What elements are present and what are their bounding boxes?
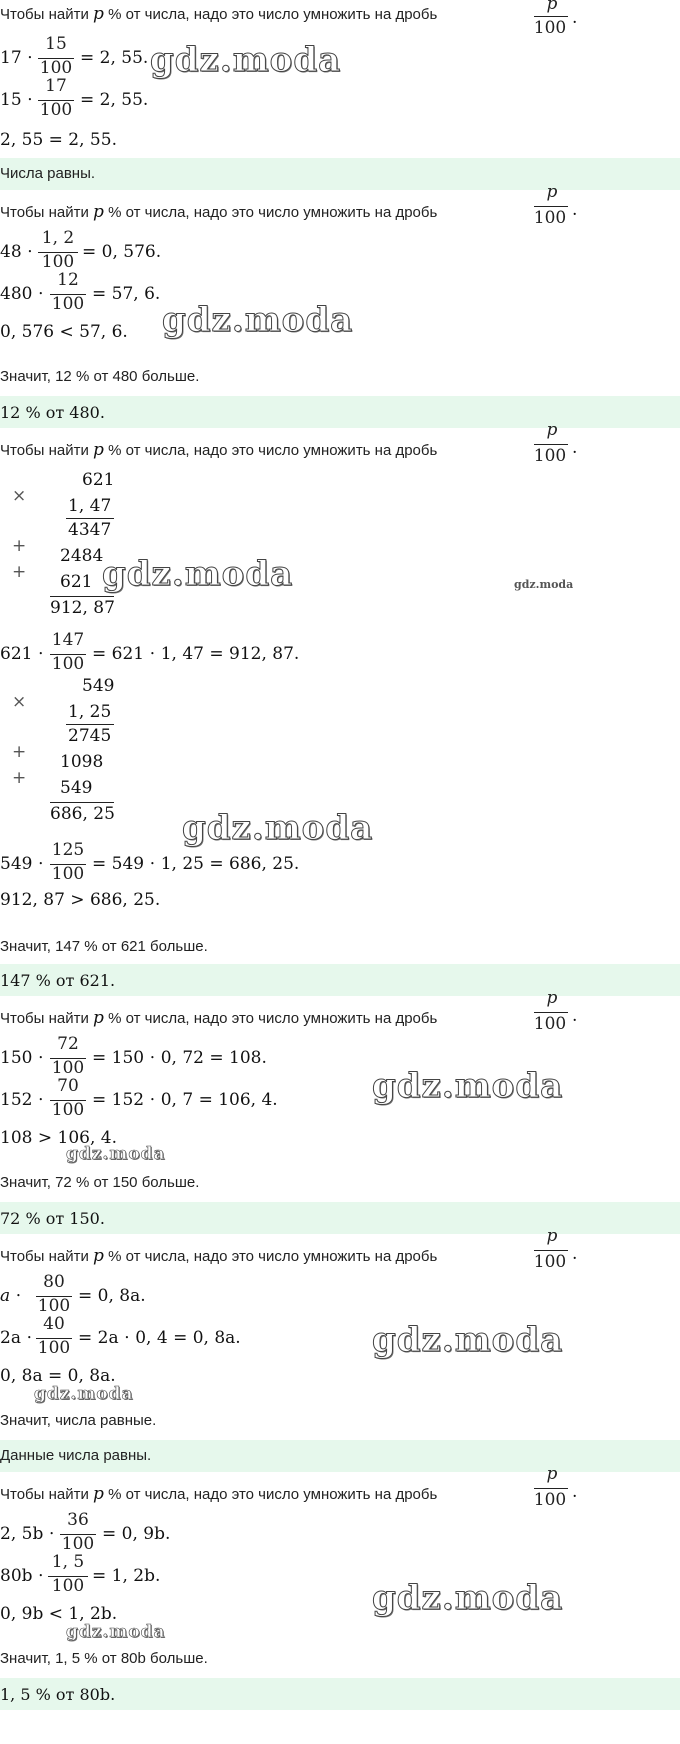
watermark-small: gdz.moda — [66, 1144, 166, 1164]
answer-band: 12 % от 480. — [0, 396, 680, 428]
answer-band: 147 % от 621. — [0, 964, 680, 996]
comparison: 2, 55 = 2, 55. — [0, 130, 117, 150]
rule-text: Чтобы найти p % от числа, надо это число умножить на дробь — [0, 440, 438, 460]
rule-text: Чтобы найти p % от числа, надо это число умножить на дробь — [0, 1484, 438, 1504]
watermark: gdz.moda — [162, 300, 354, 340]
answer-band: 72 % от 150. — [0, 1202, 680, 1234]
answer-band: 1, 5 % от 80b. — [0, 1678, 680, 1710]
rule-text: Чтобы найти p % от числа, надо это число умножить на дробь — [0, 1246, 438, 1266]
conclusion: Значит, 12 % от 480 больше. — [0, 368, 200, 385]
watermark: gdz.moda — [372, 1578, 564, 1618]
watermark-small: gdz.moda — [66, 1622, 166, 1642]
rule-text: Чтобы найти p % от числа, надо это число умножить на дробь — [0, 202, 438, 222]
rule-fraction-den: 100 — [533, 18, 567, 38]
watermark: gdz.moda — [372, 1320, 564, 1360]
answer-band: Числа равны. — [0, 158, 680, 190]
watermark: gdz.moda — [150, 40, 342, 80]
rule-text: Чтобы найти p % от числа, надо это число умножить на дробь — [0, 1008, 438, 1028]
answer-band: Данные числа равны. — [0, 1440, 680, 1472]
conclusion: Значит, 1, 5 % от 80b больше. — [0, 1650, 208, 1667]
conclusion: Значит, 72 % от 150 больше. — [0, 1174, 200, 1191]
watermark-small: gdz.moda — [34, 1384, 134, 1404]
rule-text: Чтобы найти p % от числа, надо это число умножить на дробь — [0, 4, 438, 24]
conclusion: Значит, числа равные. — [0, 1412, 157, 1429]
watermark: gdz.moda — [182, 808, 374, 848]
watermark: gdz.moda — [372, 1066, 564, 1106]
expression: 17 ⋅ — [0, 48, 33, 68]
watermark: gdz.moda — [102, 554, 294, 594]
conclusion: Значит, 147 % от 621 больше. — [0, 938, 208, 955]
watermark-small: gdz.moda — [514, 578, 574, 591]
rule-fraction-num: p — [546, 0, 558, 14]
